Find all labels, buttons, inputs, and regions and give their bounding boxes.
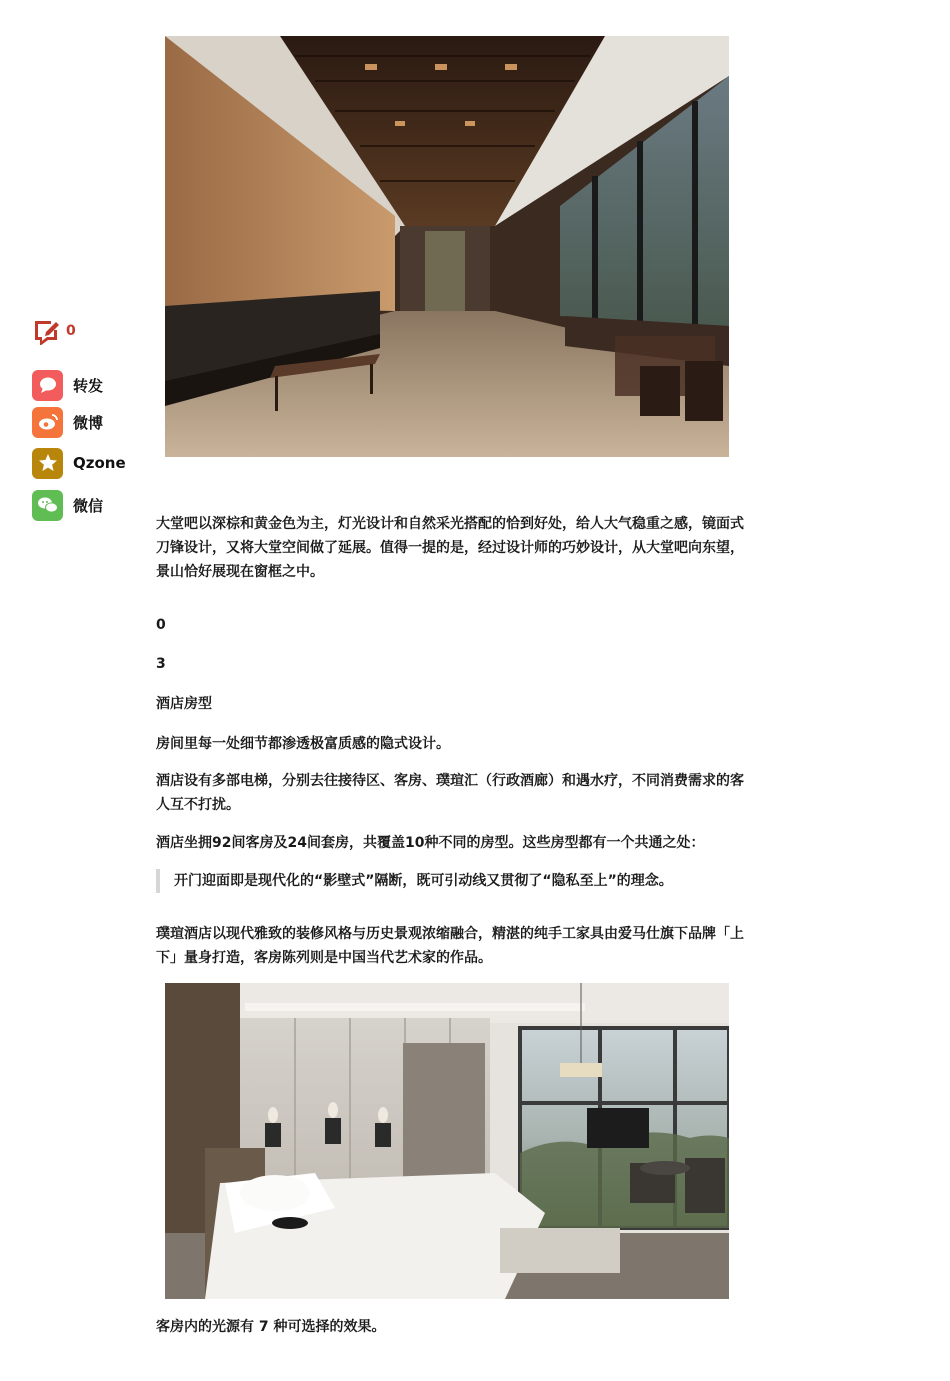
chat-bubble-icon bbox=[32, 370, 63, 401]
room-caption: 客房内的光源有 7 种可选择的效果。 bbox=[156, 1319, 386, 1335]
share-forward-button[interactable] bbox=[32, 368, 142, 402]
guest-room-photo bbox=[165, 983, 729, 1299]
share-weibo-label: 微博 bbox=[73, 413, 104, 432]
comment-button[interactable] bbox=[32, 316, 112, 346]
quote-block: 开门迎面即是现代化的“影壁式”隔断，既可引动线又贯彻了“隐私至上”的理念。 bbox=[156, 869, 736, 893]
paragraph-room-detail: 房间里每一处细节都渗透极富质感的隐式设计。 bbox=[156, 736, 450, 752]
section-number-digit-1: 0 bbox=[156, 617, 166, 633]
comment-count: 0 bbox=[66, 323, 76, 339]
section-title: 酒店房型 bbox=[156, 696, 212, 712]
qzone-star-icon bbox=[32, 448, 63, 479]
lobby-caption: 大堂吧以深棕和黄金色为主，灯光设计和自然采光搭配的恰到好处，给人大气稳重之感，镜面式刀锋设计，又将大堂空间做了延展。值得一提的是，经过设计师的巧妙设计，从大堂吧向东望，景山恰好展现在窗框之中。 bbox=[156, 516, 744, 580]
share-forward-label: 转发 bbox=[73, 376, 104, 395]
share-weibo-button[interactable] bbox=[32, 405, 142, 439]
lobby-bar-photo bbox=[165, 36, 729, 457]
section-number-digit-2: 3 bbox=[156, 656, 166, 672]
comment-edit-icon bbox=[32, 317, 60, 345]
share-qzone-button[interactable] bbox=[32, 446, 142, 480]
wechat-icon bbox=[32, 490, 63, 521]
paragraph-room-count: 酒店坐拥92间客房及24间套房，共覆盖10种不同的房型。这些房型都有一个共通之处： bbox=[156, 835, 705, 851]
weibo-icon bbox=[32, 407, 63, 438]
share-qzone-label: Qzone bbox=[73, 454, 126, 472]
paragraph-elevators: 酒店设有多部电梯，分别去往接待区、客房、璞瑄汇（行政酒廊）和遇水疗，不同消费需求的客人互不打扰。 bbox=[156, 773, 744, 813]
share-wechat-button[interactable] bbox=[32, 488, 142, 522]
share-wechat-label: 微信 bbox=[73, 496, 104, 515]
paragraph-furniture: 璞瑄酒店以现代雅致的装修风格与历史景观浓缩融合，精湛的纯手工家具由爱马仕旗下品牌「上下」量身打造，客房陈列则是中国当代艺术家的作品。 bbox=[156, 926, 744, 966]
